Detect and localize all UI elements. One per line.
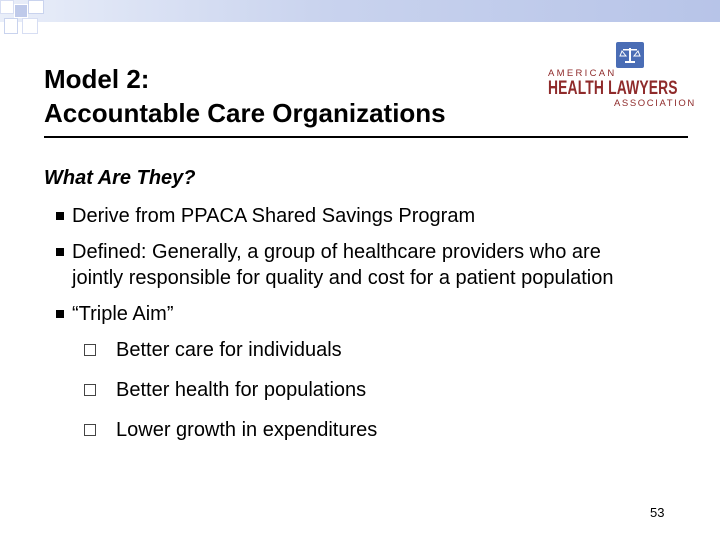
title-line-1: Model 2:	[44, 64, 150, 94]
bullet-text: Defined: Generally, a group of healthcare providers who are jointly responsible for quality and cost for a patient population	[72, 241, 614, 289]
bullet-list	[56, 203, 656, 457]
hollow-square-bullet-icon	[84, 344, 96, 356]
sub-bullet-item	[84, 337, 656, 363]
sub-bullet-item	[84, 417, 656, 443]
top-decorative-band	[0, 0, 720, 22]
sub-bullet-item	[84, 377, 656, 403]
decorative-square	[14, 4, 28, 18]
hollow-square-bullet-icon	[84, 384, 96, 396]
page-number: 53	[650, 505, 665, 520]
bullet-text: Derive from PPACA Shared Savings Program	[72, 205, 476, 227]
decorative-square	[4, 18, 18, 34]
sub-bullet-list	[56, 337, 656, 443]
logo-text-american: AMERICAN	[548, 68, 617, 79]
bullet-item	[56, 203, 656, 229]
bullet-item	[56, 301, 656, 327]
slide-title	[44, 62, 564, 130]
decorative-square	[0, 0, 14, 14]
square-bullet-icon	[56, 248, 64, 256]
title-line-2: Accountable Care Organizations	[44, 98, 446, 128]
decorative-square	[28, 0, 44, 14]
decorative-square	[22, 18, 38, 34]
logo-text-health-lawyers: HEALTH LAWYERS	[548, 78, 678, 99]
square-bullet-icon	[56, 212, 64, 220]
section-subtitle: What Are They?	[44, 167, 196, 189]
sub-bullet-text: Better care for individuals	[116, 339, 342, 361]
bullet-item	[56, 239, 656, 291]
square-bullet-icon	[56, 310, 64, 318]
sub-bullet-text: Lower growth in expenditures	[116, 419, 378, 441]
scales-of-justice-icon	[616, 42, 644, 68]
bullet-text: “Triple Aim”	[72, 303, 174, 325]
title-divider	[44, 136, 688, 138]
logo-text-association: ASSOCIATION	[614, 98, 696, 109]
sub-bullet-text: Better health for populations	[116, 379, 367, 401]
ahla-logo	[548, 40, 694, 108]
hollow-square-bullet-icon	[84, 424, 96, 436]
